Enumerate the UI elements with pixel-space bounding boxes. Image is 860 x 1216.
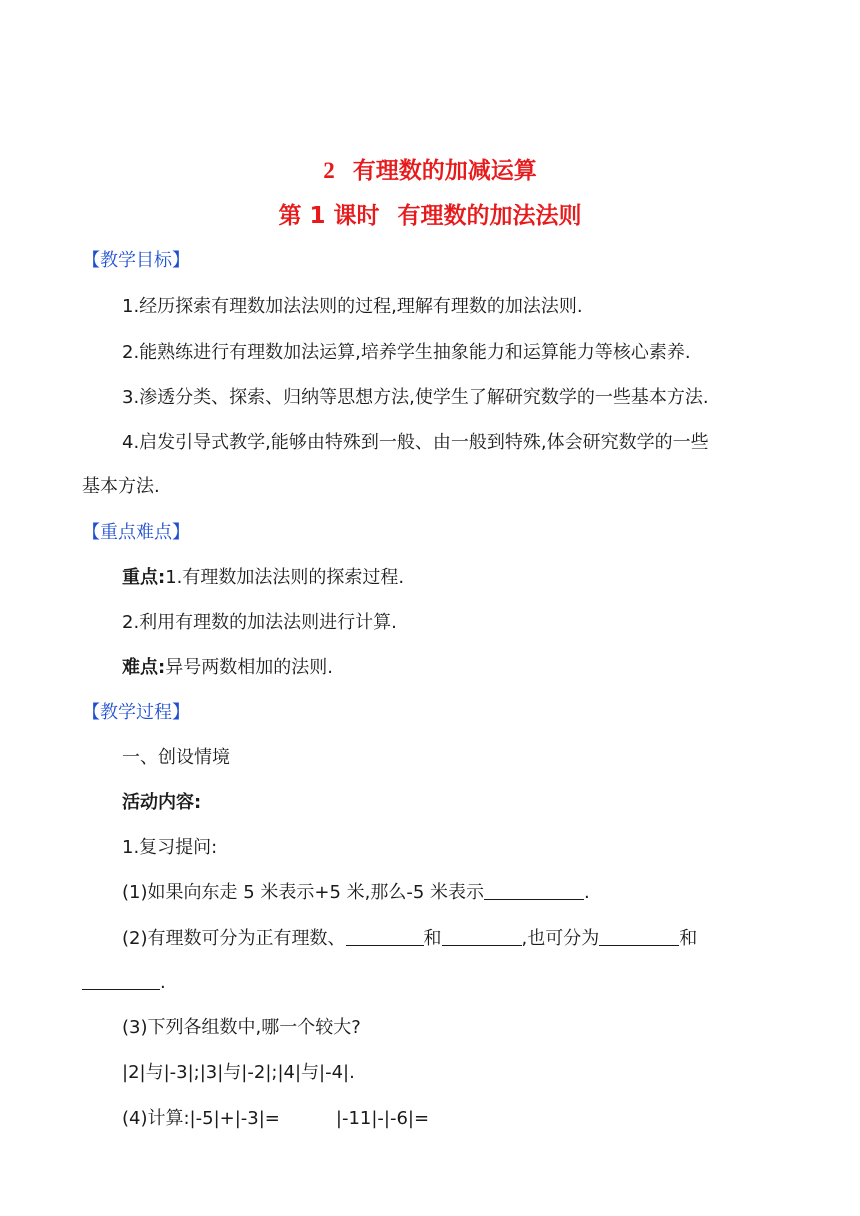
section-heading-process: 【教学过程】 xyxy=(82,702,190,723)
difficulty-text: 异号两数相加的法则. xyxy=(165,657,333,678)
question-4-b: |-11|-|-6|= xyxy=(335,1108,430,1129)
key-point-label: 重点: xyxy=(122,567,166,588)
goal-item-2: 2.能熟练进行有理数加法运算,培养学生抽象能力和运算能力等核心素养. xyxy=(122,342,691,363)
question-1-text: (1)如果向东走 5 米表示+5 米,那么-5 米表示 xyxy=(122,882,485,903)
chapter-number: 2 xyxy=(323,158,335,183)
question-3: (3)下列各组数中,哪一个较大? xyxy=(122,1017,361,1038)
process-step-1: 一、创设情境 xyxy=(122,747,230,768)
question-4-a: (4)计算:|-5|+|-3|= xyxy=(122,1108,280,1129)
review-label: 1.复习提问: xyxy=(122,837,218,858)
activity-label: 活动内容: xyxy=(122,792,202,813)
section-heading-key: 【重点难点】 xyxy=(82,522,190,543)
answer-blank xyxy=(599,927,679,946)
question-2-also: ,也可分为 xyxy=(521,928,600,949)
answer-blank xyxy=(82,971,160,990)
question-1 xyxy=(122,880,590,906)
question-2-and-2: 和 xyxy=(679,928,698,949)
question-2-text: (2)有理数可分为正有理数、 xyxy=(122,928,346,949)
goal-item-4: 4.启发引导式教学,能够由特殊到一般、由一般到特殊,体会研究数学的一些 xyxy=(122,432,709,453)
question-3-items: |2|与|-3|;|3|与|-2|;|4|与|-4|. xyxy=(122,1062,355,1083)
chapter-title-text: 有理数的加减运算 xyxy=(352,158,537,184)
answer-blank xyxy=(346,927,424,946)
question-2 xyxy=(122,926,697,952)
goal-item-4-cont: 基本方法. xyxy=(82,476,160,497)
question-2-cont xyxy=(82,970,166,996)
chapter-title xyxy=(0,156,860,186)
question-2-end: . xyxy=(160,972,166,993)
lesson-period: 第 1 课时 xyxy=(278,203,380,229)
difficulty-point xyxy=(122,655,333,681)
key-point-1 xyxy=(122,565,404,591)
question-2-and-1: 和 xyxy=(423,928,442,949)
lesson-title-text: 有理数的加法法则 xyxy=(397,203,582,229)
question-4 xyxy=(122,1106,429,1132)
section-heading-goals: 【教学目标】 xyxy=(82,250,190,271)
lesson-title xyxy=(0,201,860,231)
key-point-text-1: 1.有理数加法法则的探索过程. xyxy=(165,567,405,588)
key-point-2: 2.利用有理数的加法法则进行计算. xyxy=(122,612,397,633)
question-1-end: . xyxy=(584,882,590,903)
goal-item-3: 3.渗透分类、探索、归纳等思想方法,使学生了解研究数学的一些基本方法. xyxy=(122,387,709,408)
answer-blank xyxy=(484,881,584,900)
answer-blank xyxy=(442,927,522,946)
goal-item-1: 1.经历探索有理数加法法则的过程,理解有理数的加法法则. xyxy=(122,296,583,317)
difficulty-label: 难点: xyxy=(122,657,166,678)
